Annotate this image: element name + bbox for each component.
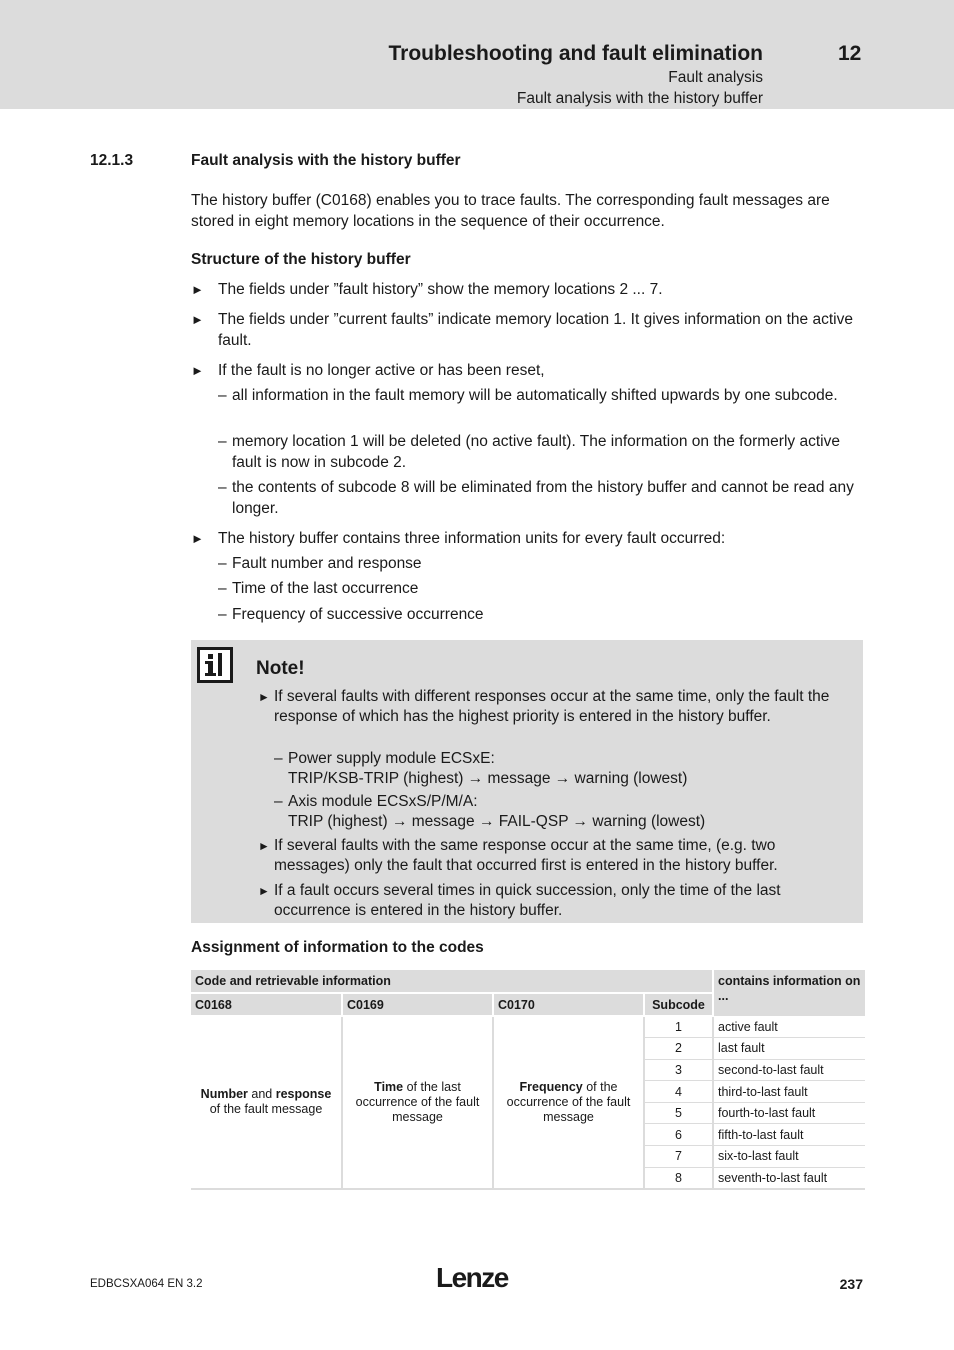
subcode-cell: 1 xyxy=(644,1016,713,1038)
lenze-logo: Lenze xyxy=(436,1262,508,1293)
subcode-cell: 2 xyxy=(644,1038,713,1060)
header-subtitle-1: Fault analysis xyxy=(668,69,763,86)
footer-doc-id: EDBCSXA064 EN 3.2 xyxy=(90,1278,203,1290)
info-cell: third-to-last fault xyxy=(713,1081,865,1103)
dash-item: – memory location 1 will be deleted (no active fault). The information on the formerly active fault is now in subcode 2. xyxy=(218,433,840,471)
subcode-cell: 3 xyxy=(644,1059,713,1081)
note-title: Note! xyxy=(256,658,305,679)
dash-item: – the contents of subcode 8 will be eliminated from the history buffer and cannot be read any longer. xyxy=(218,479,854,517)
info-cell: six-to-last fault xyxy=(713,1146,865,1168)
subcode-cell: 6 xyxy=(644,1124,713,1146)
info-cell: fifth-to-last fault xyxy=(713,1124,865,1146)
intro-paragraph: The history buffer (C0168) enables you to trace faults. The corresponding fault messages are stored in eight memory locations in the sequence of their occurrence. xyxy=(191,192,830,230)
assignment-heading: Assignment of information to the codes xyxy=(191,939,484,956)
triangle-right-icon: ► xyxy=(258,884,270,898)
page-number: 237 xyxy=(839,1276,863,1292)
dash-item: – Time of the last occurrence xyxy=(218,580,419,597)
note-dash-item: – Power supply module ECSxE: TRIP/KSB-TRIP (highest) → message → warning (lowest) xyxy=(274,750,688,787)
triangle-right-icon: ► xyxy=(191,312,204,327)
note-bullet: ► If several faults with different responses occur at the same time, only the fault the response of which has the highest priority is entered in the history buffer. xyxy=(258,688,830,725)
column-header: Subcode xyxy=(644,993,713,1016)
note-dash-item: – Axis module ECSxS/P/M/A: TRIP (highest) → message → FAIL-QSP → warning (lowest) xyxy=(274,793,706,830)
subcode-cell: 5 xyxy=(644,1102,713,1124)
bullet-item: ► If the fault is no longer active or has been reset, xyxy=(191,362,545,379)
dash-item: – Frequency of successive occurrence xyxy=(218,606,484,623)
codes-table xyxy=(191,970,865,1190)
section-number: 12.1.3 xyxy=(90,152,134,169)
info-icon xyxy=(197,647,233,683)
table-row xyxy=(191,1016,865,1038)
structure-heading: Structure of the history buffer xyxy=(191,251,411,268)
dash-item: – Fault number and response xyxy=(218,555,422,572)
bullet-item: ► The fields under ”current faults” indicate memory location 1. It gives information on the active fault. xyxy=(191,311,853,349)
info-cell: active fault xyxy=(713,1016,865,1038)
info-cell: fourth-to-last fault xyxy=(713,1102,865,1124)
c0168-description: Number and response of the fault message xyxy=(191,1016,342,1189)
column-header: C0168 xyxy=(191,993,342,1016)
info-cell: last fault xyxy=(713,1038,865,1060)
column-header: C0170 xyxy=(493,993,644,1016)
dash-item: – all information in the fault memory will be automatically shifted upwards by one subcode. xyxy=(218,387,838,404)
header-title: Troubleshooting and fault elimination xyxy=(388,42,763,65)
note-box xyxy=(191,640,863,923)
info-cell: second-to-last fault xyxy=(713,1059,865,1081)
c0169-description: Time of the last occurrence of the fault message xyxy=(342,1016,493,1189)
triangle-right-icon: ► xyxy=(191,531,204,546)
note-bullet: ► If several faults with the same response occur at the same time, (e.g. two messages) only the fault that occurred first is entered in the history buffer. xyxy=(258,837,778,874)
chapter-number: 12 xyxy=(838,42,862,65)
subcode-cell: 8 xyxy=(644,1167,713,1189)
subcode-cell: 7 xyxy=(644,1146,713,1168)
triangle-right-icon: ► xyxy=(258,690,270,704)
triangle-right-icon: ► xyxy=(258,839,270,853)
triangle-right-icon: ► xyxy=(191,282,204,297)
bullet-item: ► The fields under ”fault history” show the memory locations 2 ... 7. xyxy=(191,281,663,298)
info-cell: seventh-to-last fault xyxy=(713,1167,865,1189)
page-header xyxy=(0,0,954,109)
contains-header: contains information on ... xyxy=(713,970,865,1016)
bullet-item: ► The history buffer contains three information units for every fault occurred: xyxy=(191,530,726,547)
group-header: Code and retrievable information xyxy=(191,970,713,993)
subcode-cell: 4 xyxy=(644,1081,713,1103)
column-header: C0169 xyxy=(342,993,493,1016)
triangle-right-icon: ► xyxy=(191,363,204,378)
section-title: Fault analysis with the history buffer xyxy=(191,152,461,169)
c0170-description: Frequency of the occurrence of the fault message xyxy=(493,1016,644,1189)
note-bullet: ► If a fault occurs several times in quick succession, only the time of the last occurrence is entered in the history buffer. xyxy=(258,882,781,919)
header-subtitle-2: Fault analysis with the history buffer xyxy=(516,90,763,107)
